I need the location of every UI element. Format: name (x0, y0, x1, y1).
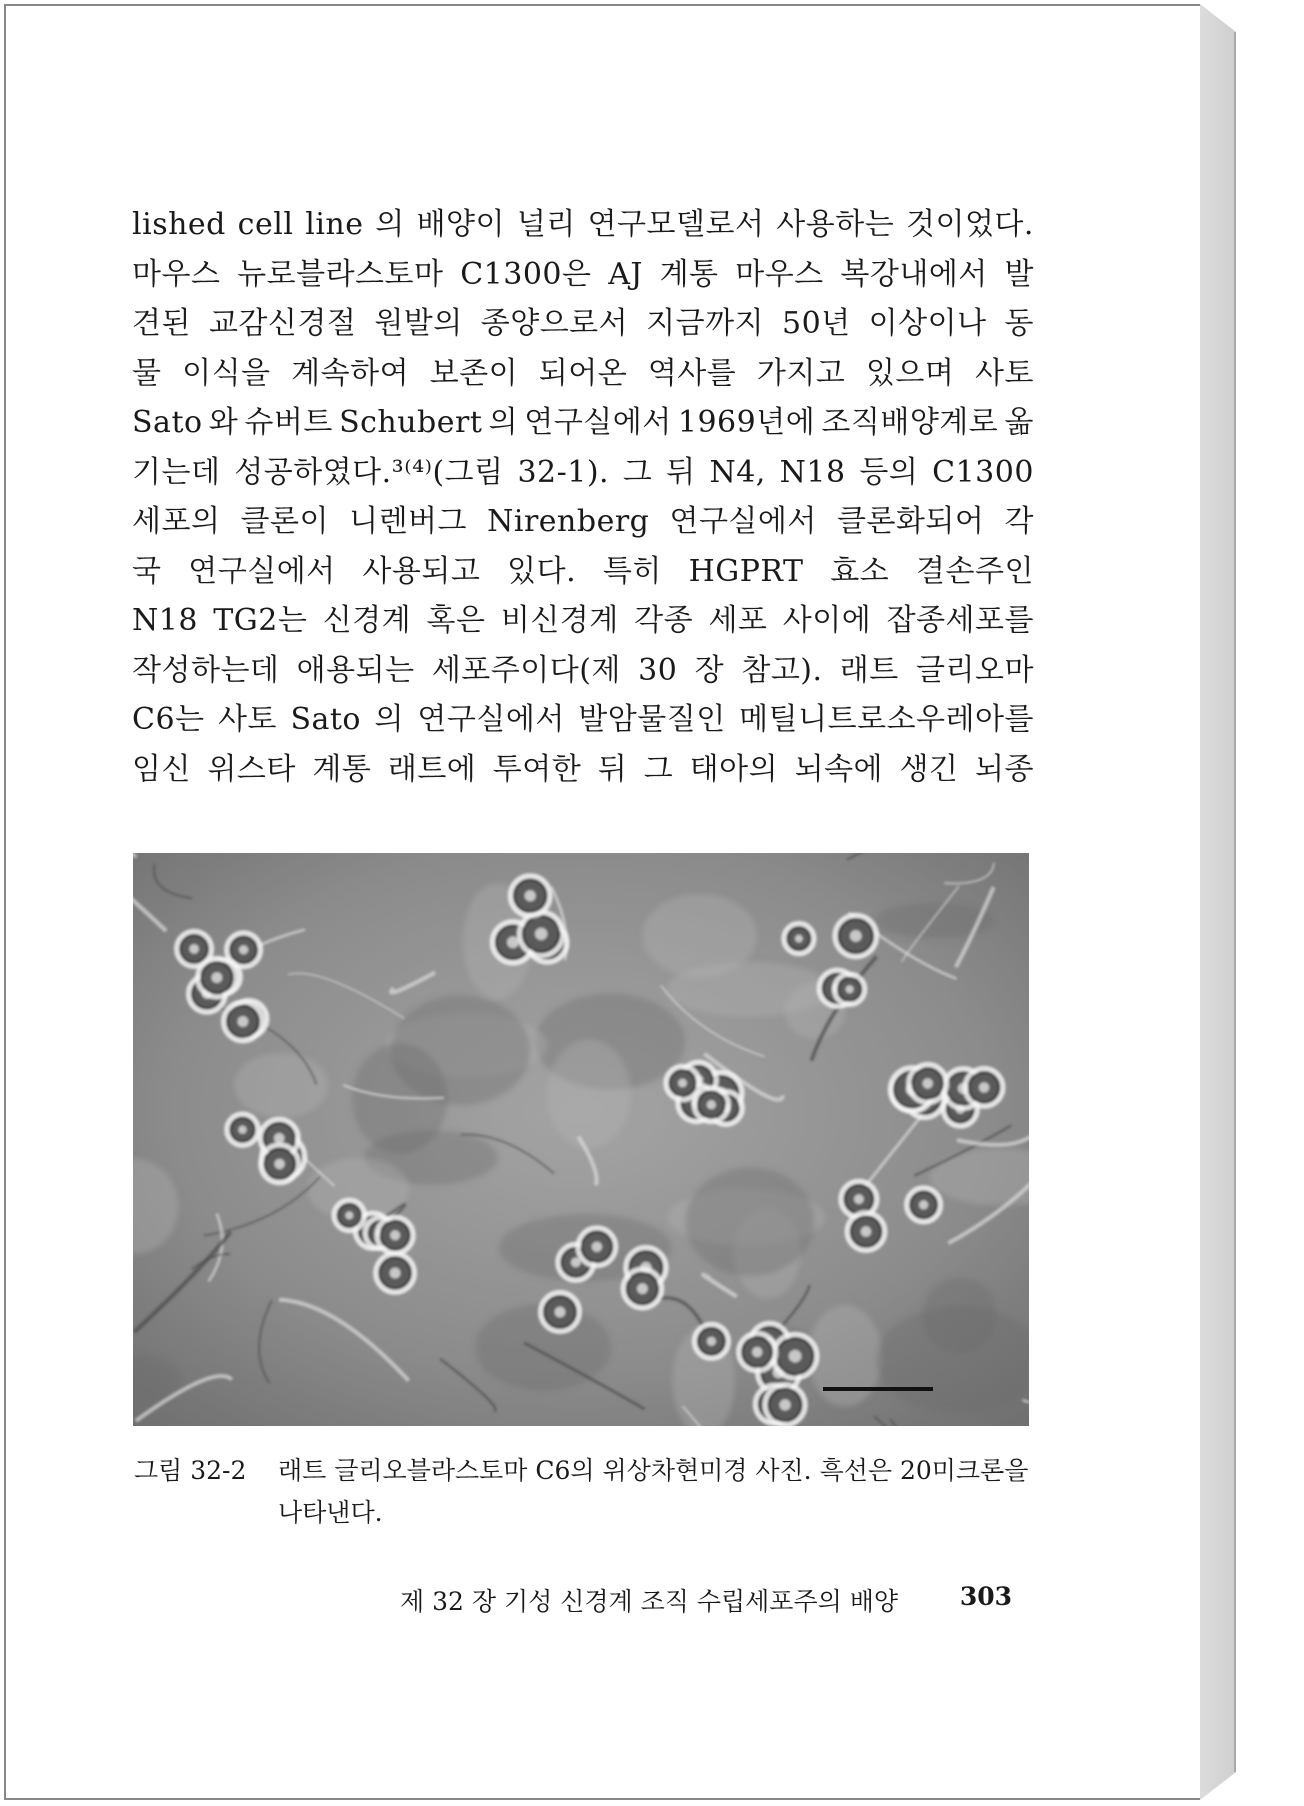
word: 메틸니트로소우레아를 (739, 702, 1034, 737)
text-line (132, 547, 1034, 597)
page-number: 303 (959, 1582, 1012, 1611)
word: 사토 (975, 355, 1034, 391)
word: 임신 (132, 751, 191, 787)
word: 있으며 (865, 355, 955, 391)
round-cell-core (678, 1079, 687, 1088)
word: 성공하였다.³⁽⁴⁾(그림 (234, 454, 504, 490)
word: 결손주인 (916, 553, 1034, 589)
word: 조직배양계로 (821, 405, 999, 440)
word: 연구모델로서 (587, 207, 765, 242)
text-line (132, 596, 1034, 646)
word: 신경계 (322, 603, 412, 638)
word: 이식을 (182, 355, 271, 391)
word: 니렌버그 (349, 504, 468, 539)
round-cell-core (789, 1350, 802, 1363)
chapter-title: 제 32 장 기성 신경계 조직 수립세포주의 배양 (400, 1587, 898, 1616)
cell-body (875, 903, 994, 939)
word: 이상이나 (868, 306, 987, 341)
word: 혹은 (426, 603, 486, 638)
word: cell (237, 207, 294, 242)
word: 역사를 (647, 355, 737, 391)
word: 등의 (859, 454, 919, 490)
text-line (132, 497, 1034, 547)
word: 교감신경절 (208, 306, 357, 341)
word: 태아의 (689, 751, 779, 787)
page-edge-shadow (1200, 4, 1300, 1800)
round-cell-core (780, 1399, 791, 1410)
word: 사토 (218, 702, 277, 737)
word: 의 (375, 207, 405, 242)
word: 비신경계 (500, 603, 619, 638)
word: 있다. (507, 553, 577, 589)
text-line (132, 398, 1034, 448)
round-cell-core (919, 1200, 928, 1209)
word: 보존이 (429, 355, 519, 391)
word: 발 (1004, 256, 1034, 292)
word: 그 (643, 751, 674, 787)
round-cell-core (189, 944, 199, 954)
round-cell-core (535, 928, 547, 940)
word: Sato (132, 405, 203, 440)
caption-text: 래트 글리오블라스토마 C6의 위상차현미경 사진. 흑선은 20미크론을 나타낸다. (278, 1456, 1029, 1527)
scale-bar (823, 1387, 933, 1391)
word: 사용하는 (776, 207, 895, 242)
word: 연구실에서 (417, 702, 565, 737)
word: 널리 (516, 207, 576, 242)
round-cell-core (390, 1230, 400, 1240)
word: 글리오마 (916, 652, 1034, 688)
running-footer (400, 1582, 1012, 1618)
word: C1300은 (460, 256, 592, 292)
word: 클론화되어 (836, 504, 985, 539)
round-cell-core (345, 1211, 353, 1219)
word: 연구실에서 (524, 405, 672, 440)
word: 것이었다. (905, 207, 1034, 242)
word: 사용되고 (362, 553, 481, 589)
word: 지금까지 (646, 306, 765, 341)
round-cell-core (507, 936, 519, 948)
round-cell-core (923, 1078, 933, 1088)
text-line (132, 695, 1034, 745)
round-cell-core (850, 930, 862, 942)
word: 그 (622, 454, 653, 490)
word: AJ (608, 256, 643, 292)
word: HGPRT (688, 553, 804, 589)
word: C1300 (932, 454, 1034, 490)
word: TG2는 (213, 603, 308, 638)
text-line (132, 646, 1034, 696)
round-cell-core (238, 1016, 249, 1027)
word: 의 (374, 702, 404, 737)
cell-body (234, 1053, 328, 1118)
text-line (132, 299, 1034, 349)
word: 세포주이다(제 (431, 652, 621, 688)
word: 슈버트 (244, 405, 333, 440)
body-paragraph (132, 200, 1034, 794)
word: 각종 (634, 603, 694, 638)
word: 뒤 (597, 751, 628, 787)
round-cell-core (390, 1268, 401, 1279)
word: 뇌종 (974, 751, 1034, 787)
word: 기는데 (132, 454, 221, 490)
word: Schubert (339, 405, 483, 440)
word: 특히 (602, 553, 662, 589)
word: 32-1). (517, 454, 610, 490)
word: 발암물질인 (578, 702, 726, 737)
word: 계통 (312, 751, 372, 787)
word: 연구실에서 (669, 504, 817, 539)
word: 30 (638, 652, 678, 688)
word: 견된 (132, 306, 191, 341)
text-line (132, 200, 1034, 250)
word: 각 (1004, 504, 1034, 539)
word: 종양으로서 (480, 306, 629, 341)
round-cell-core (979, 1082, 989, 1092)
word: 위스타 (207, 751, 296, 787)
word: 래트에 (387, 751, 477, 787)
round-cell-core (795, 935, 803, 943)
word: 동 (1004, 306, 1034, 341)
word: 의 (488, 405, 519, 440)
word: 효소 (830, 553, 890, 589)
word: 장 (694, 652, 725, 688)
round-cell-core (637, 1283, 648, 1294)
word: 마우스 (132, 256, 221, 292)
cell-body (547, 1040, 630, 1149)
cell-body (666, 962, 832, 1017)
word: 복강내에서 (840, 256, 988, 292)
word: N18 (779, 454, 846, 490)
word: lished (132, 207, 226, 242)
page-edge-line (1234, 32, 1236, 1772)
round-cell-core (752, 1347, 762, 1357)
round-cell-core (707, 1100, 716, 1109)
word: Sato (290, 702, 361, 737)
micrograph-figure (133, 853, 1029, 1426)
word: 세포의 (132, 504, 221, 539)
word: 1969년에 (677, 405, 816, 440)
word: 계통 (659, 256, 719, 292)
word: C6는 (132, 702, 205, 737)
word: 세포 (708, 603, 768, 638)
round-cell-core (846, 985, 854, 993)
word: 마우스 (735, 256, 824, 292)
word: 연구실에서 (188, 553, 336, 589)
round-cell-core (861, 1226, 872, 1237)
figure-label: 그림 32-2 (134, 1456, 247, 1485)
micrograph-image (133, 853, 1029, 1426)
word: 사이에 (782, 603, 872, 638)
round-cell-core (212, 972, 223, 983)
word: 가지고 (756, 355, 846, 391)
round-cell-core (239, 945, 248, 954)
word: 클론이 (240, 504, 329, 539)
word: 뒤 (666, 454, 696, 490)
text-line (132, 250, 1034, 300)
word: N18 (132, 603, 198, 638)
word: line (305, 207, 364, 242)
round-cell-core (274, 1133, 285, 1144)
word: 뉴로블라스토마 (237, 256, 444, 292)
word: 참고). (741, 652, 823, 688)
round-cell-core (238, 1126, 246, 1134)
word: 애용되는 (296, 652, 415, 688)
word: 와 (208, 405, 239, 440)
word: 원발의 (374, 306, 463, 341)
round-cell-core (555, 1307, 566, 1318)
text-line (132, 745, 1034, 795)
word: 작성하는데 (132, 652, 280, 688)
cell-body (391, 995, 531, 1105)
word: 계속하여 (291, 355, 410, 391)
word: 국 (132, 553, 162, 589)
round-cell-core (854, 1194, 864, 1204)
text-line (132, 448, 1034, 498)
word: 50년 (782, 306, 851, 341)
text-line (132, 349, 1034, 399)
round-cell-core (707, 1337, 716, 1346)
word: 옮 (1004, 405, 1034, 440)
round-cell-core (525, 890, 536, 901)
word: 되어온 (538, 355, 628, 391)
word: 물 (132, 355, 162, 391)
word: N4, (709, 454, 766, 490)
word: 투여한 (492, 751, 582, 787)
cell-body (685, 1167, 814, 1276)
word: 배양이 (416, 207, 506, 242)
word: 생긴 (899, 751, 959, 787)
word: Nirenberg (487, 504, 650, 539)
word: 잡종세포를 (886, 603, 1034, 638)
word: 래트 (839, 652, 899, 688)
round-cell-core (592, 1242, 602, 1252)
round-cell-core (274, 1159, 284, 1169)
word: 뇌속에 (794, 751, 884, 787)
